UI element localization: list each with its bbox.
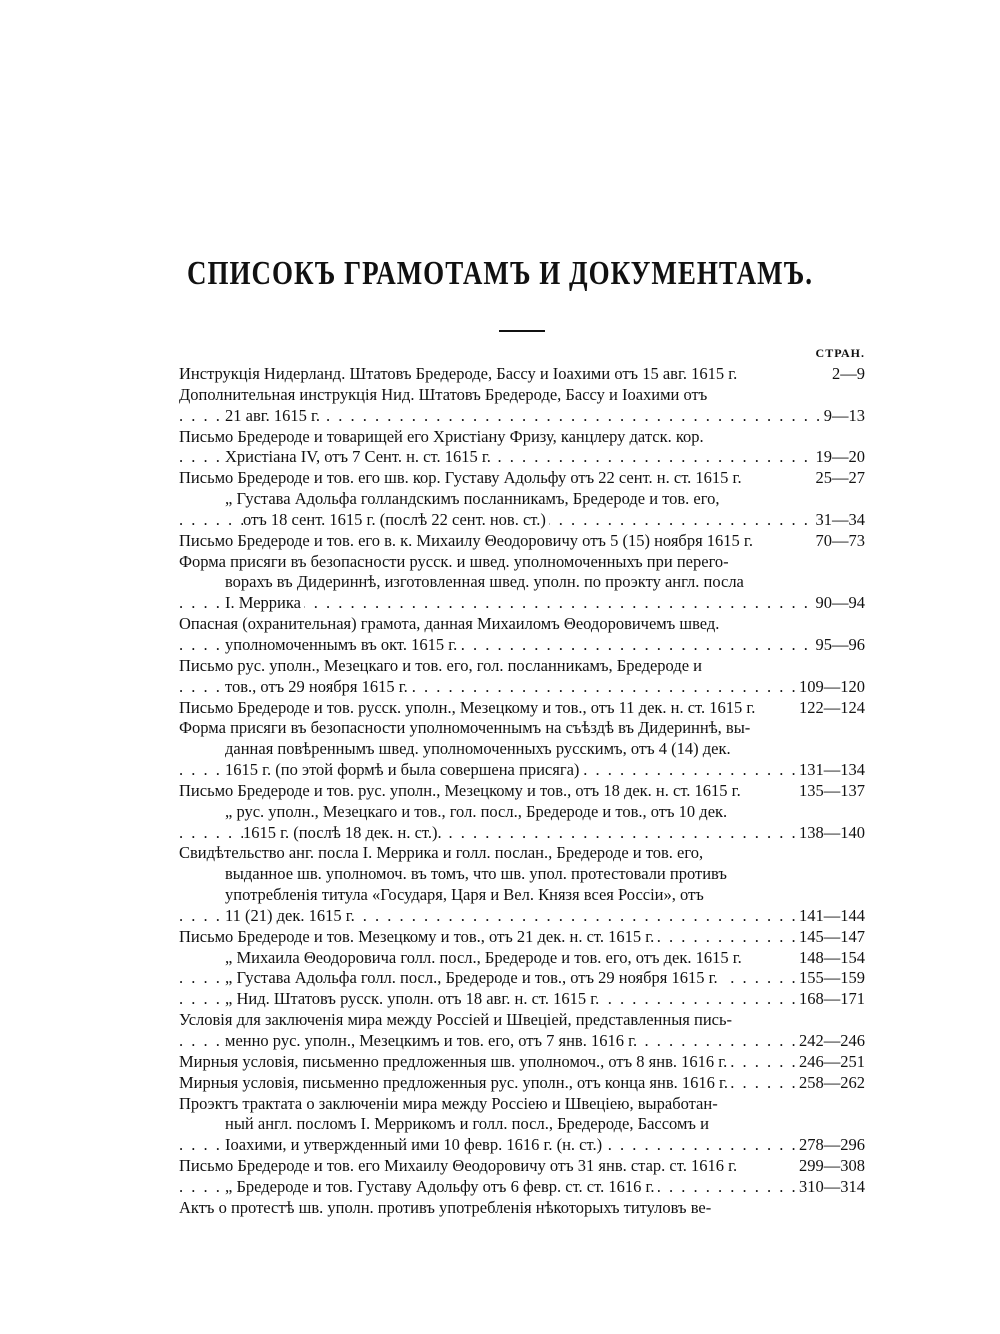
contents-entry-line: [179, 927, 865, 948]
contents-entry-line: [179, 364, 865, 385]
entry-page-range: 310—314: [795, 1177, 865, 1198]
entry-page-range: 278—296: [795, 1135, 865, 1156]
contents-entry-line: [179, 656, 865, 677]
contents-entry-line: [179, 739, 865, 760]
entry-text: Форма присяги въ безопасности уполномоченнымъ на съѣздѣ въ Дидериннѣ, вы-: [179, 718, 753, 737]
contents-entry-line: [179, 760, 865, 781]
entry-text: Мирныя условія, письменно предложенныя шв. уполномоч., отъ 8 янв. 1616 г.: [179, 1052, 730, 1071]
contents-entry-line: [179, 823, 865, 844]
contents-entry-line: [179, 1135, 865, 1156]
entry-text: І. Меррика: [225, 593, 304, 612]
page-column-header: СТРАН.: [815, 346, 865, 360]
contents-entry-line: [179, 572, 865, 593]
entry-text: данная повѣреннымъ швед. уполномоченныхъ русскимъ, отъ 4 (14) дек.: [225, 739, 734, 758]
entry-text: „ Нид. Штатовъ русск. уполн. отъ 18 авг. н. ст. 1615 г.: [225, 989, 602, 1008]
entry-page-range: 131—134: [795, 760, 865, 781]
entry-page-range: 135—137: [795, 781, 865, 802]
entry-page-range: 70—73: [812, 531, 866, 552]
entry-page-range: 31—34: [812, 510, 866, 531]
contents-entry-line: [179, 989, 865, 1010]
entry-text: Мирныя условія, письменно предложенныя рус. уполн., отъ конца янв. 1616 г.: [179, 1073, 731, 1092]
contents-entry-line: [179, 1177, 865, 1198]
entry-text: Іоахими, и утвержденный ими 10 февр. 1616 г. (н. ст.): [225, 1135, 605, 1154]
entry-text: уполномоченнымъ въ окт. 1615 г.: [225, 635, 460, 654]
entry-page-range: 95—96: [812, 635, 866, 656]
entry-text: Опасная (охранительная) грамота, данная Михаиломъ Θеодоровичемъ швед.: [179, 614, 722, 633]
contents-entry-line: [179, 406, 865, 427]
contents-entry-line: [179, 447, 865, 468]
entry-page-range: 155—159: [795, 968, 865, 989]
contents-entry-line: [179, 781, 865, 802]
entry-text: Инструкція Нидерланд. Штатовъ Бредероде, Бассу и Іоахими отъ 15 авг. 1615 г.: [179, 364, 740, 383]
entry-text: тов., отъ 29 ноября 1615 г.: [225, 677, 411, 696]
entry-text: 1615 г. (послѣ 18 дек. н. ст.).: [243, 823, 445, 842]
entry-text: Свидѣтельство анг. посла І. Меррика и голл. послан., Бредероде и тов. его,: [179, 843, 706, 862]
entry-text: „ Густава Адольфа голландскимъ посланникамъ, Бредероде и тов. его,: [225, 489, 723, 508]
entry-page-range: 122—124: [795, 698, 865, 719]
entry-text: Письмо Бредероде и тов. Мезецкому и тов., отъ 21 дек. н. ст. 1615 г.: [179, 927, 657, 946]
contents-entry-line: [179, 677, 865, 698]
contents-entry-line: [179, 1114, 865, 1135]
contents-entry-line: [179, 1198, 865, 1219]
entry-text: „ Михаила Θеодоровича голл. посл., Бредероде и тов. его, отъ дек. 1615 г.: [225, 948, 745, 967]
contents-list: [179, 364, 865, 1219]
entry-page-range: 2—9: [828, 364, 865, 385]
entry-text: Письмо Бредероде и тов. русск. уполн., Мезецкому и тов., отъ 11 дек. н. ст. 1615 г.: [179, 698, 758, 717]
entry-text: „ Бредероде и тов. Густаву Адольфу отъ 6 февр. ст. ст. 1616 г.: [225, 1177, 658, 1196]
entry-text: Условія для заключенія мира между Россіей и Швеціей, представленныя пись-: [179, 1010, 735, 1029]
contents-entry-line: [179, 1010, 865, 1031]
entry-text: Письмо Бредероде и тов. его в. к. Михаилу Θеодоровичу отъ 5 (15) ноября 1615 г.: [179, 531, 756, 550]
title-rule: [499, 330, 545, 332]
entry-page-range: 109—120: [795, 677, 865, 698]
contents-entry-line: [179, 552, 865, 573]
contents-entry-line: [179, 948, 865, 969]
entry-text: Письмо Бредероде и товарищей его Христіану Фризу, канцлеру датск. кор.: [179, 427, 707, 446]
entry-text: менно рус. уполн., Мезецкимъ и тов. его, отъ 7 янв. 1616 г.: [225, 1031, 640, 1050]
page-title: СПИСОКЪ ГРАМОТАМЪ И ДОКУМЕНТАМЪ.: [187, 254, 813, 292]
entry-text: „ Густава Адольфа голл. посл., Бредероде и тов., отъ 29 ноября 1615 г.: [225, 968, 721, 987]
entry-page-range: 145—147: [795, 927, 865, 948]
contents-entry-line: [179, 614, 865, 635]
entry-text: 11 (21) дек. 1615 г.: [225, 906, 358, 925]
entry-text: Письмо Бредероде и тов. рус. уполн., Мезецкому и тов., отъ 18 дек. н. ст. 1615 г.: [179, 781, 744, 800]
entry-page-range: 168—171: [795, 989, 865, 1010]
entry-page-range: 9—13: [820, 406, 865, 427]
entry-page-range: 19—20: [812, 447, 866, 468]
entry-text: 1615 г. (по этой формѣ и была совершена присяга): [225, 760, 582, 779]
entry-text: Письмо Бредероде и тов. его шв. кор. Густаву Адольфу отъ 22 сент. н. ст. 1615 г.: [179, 468, 745, 487]
contents-entry-line: [179, 1052, 865, 1073]
contents-entry-line: [179, 427, 865, 448]
contents-entry-line: [179, 635, 865, 656]
contents-entry-line: [179, 802, 865, 823]
entry-text: употребленія титула «Государя, Царя и Вел. Князя всея Россіи», отъ: [225, 885, 707, 904]
contents-entry-line: [179, 385, 865, 406]
contents-entry-line: [179, 593, 865, 614]
contents-entry-line: [179, 1156, 865, 1177]
entry-page-range: 299—308: [795, 1156, 865, 1177]
entry-text: Письмо рус. уполн., Мезецкаго и тов. его, гол. посланникамъ, Бредероде и: [179, 656, 705, 675]
entry-text: Форма присяги въ безопасности русск. и швед. уполномоченныхъ при перего-: [179, 552, 732, 571]
contents-entry-line: [179, 718, 865, 739]
entry-page-range: 242—246: [795, 1031, 865, 1052]
contents-entry-line: [179, 510, 865, 531]
entry-page-range: 141—144: [795, 906, 865, 927]
entry-text: отъ 18 сент. 1615 г. (послѣ 22 сент. нов. ст.): [243, 510, 549, 529]
contents-entry-line: [179, 906, 865, 927]
entry-page-range: 246—251: [795, 1052, 865, 1073]
contents-entry-line: [179, 864, 865, 885]
entry-text: ный англ. посломъ І. Меррикомъ и голл. посл., Бредероде, Бассомъ и: [225, 1114, 712, 1133]
entry-text: 21 авг. 1615 г.: [225, 406, 323, 425]
contents-entry-line: [179, 968, 865, 989]
contents-entry-line: [179, 843, 865, 864]
contents-entry-line: [179, 1073, 865, 1094]
contents-entry-line: [179, 1094, 865, 1115]
entry-text: Христіана IV, отъ 7 Сент. н. ст. 1615 г.: [225, 447, 494, 466]
contents-entry-line: [179, 531, 865, 552]
entry-text: „ рус. уполн., Мезецкаго и тов., гол. посл., Бредероде и тов., отъ 10 дек.: [225, 802, 730, 821]
contents-entry-line: [179, 885, 865, 906]
entry-page-range: 25—27: [812, 468, 866, 489]
entry-text: Проэктъ трактата о заключеніи мира между Россіею и Швеціею, выработан-: [179, 1094, 721, 1113]
entry-text: ворахъ въ Дидериннѣ, изготовленная швед. уполн. по проэкту англ. посла: [225, 572, 747, 591]
entry-page-range: 258—262: [795, 1073, 865, 1094]
entry-text: Письмо Бредероде и тов. его Михаилу Θеодоровичу отъ 31 янв. стар. ст. 1616 г.: [179, 1156, 740, 1175]
contents-entry-line: [179, 468, 865, 489]
entry-text: выданное шв. уполномоч. въ томъ, что шв. упол. протестовали противъ: [225, 864, 730, 883]
entry-text: Актъ о протестѣ шв. уполн. противъ употребленія нѣкоторыхъ титуловъ ве-: [179, 1198, 714, 1217]
entry-text: Дополнительная инструкція Нид. Штатовъ Бредероде, Бассу и Іоахими отъ: [179, 385, 710, 404]
contents-entry-line: [179, 1031, 865, 1052]
entry-page-range: 90—94: [812, 593, 866, 614]
contents-entry-line: [179, 698, 865, 719]
contents-entry-line: [179, 489, 865, 510]
entry-page-range: 148—154: [795, 948, 865, 969]
entry-page-range: 138—140: [795, 823, 865, 844]
